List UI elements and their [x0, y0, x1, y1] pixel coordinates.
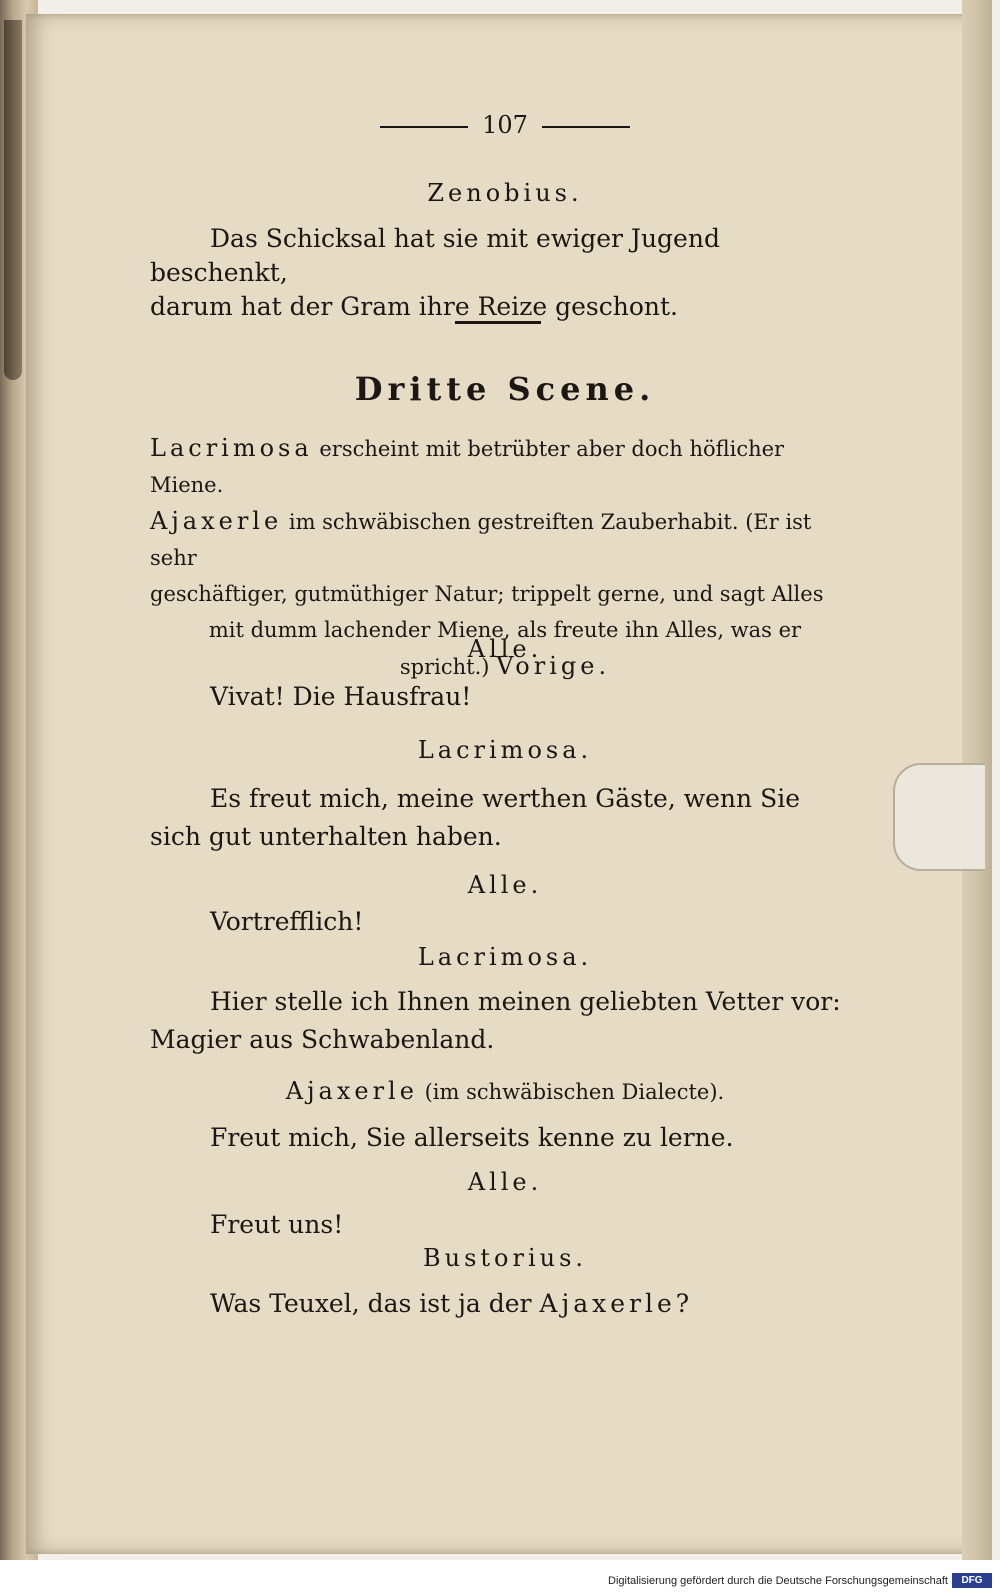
dialogue-line: Freut uns!	[210, 1210, 344, 1239]
page-clip-tab	[893, 763, 985, 871]
header-rule-right	[542, 126, 630, 128]
dialogue-text: darum hat der Gram ihre Reize geschont.	[150, 292, 678, 321]
dialogue-line: Freut mich, Sie allerseits kenne zu lerne.	[210, 1123, 734, 1152]
stage-text: mit dumm lachender Miene, als freute ihn Alles, was er	[208, 618, 802, 642]
footer-credit: Digitalisierung gefördert durch die Deutsche Forschungsgemeinschaft	[608, 1575, 948, 1587]
character-name: Lacrimosa	[150, 434, 313, 462]
dialogue-text: sich gut unterhalten haben.	[150, 822, 502, 851]
page-number-header	[150, 108, 860, 142]
speaker-lacrimosa: Lacrimosa.	[417, 736, 593, 764]
speaker-lacrimosa: Lacrimosa.	[417, 943, 593, 971]
character-name: Ajaxerle?	[539, 1289, 694, 1318]
character-name: Ajaxerle	[285, 1077, 418, 1105]
book-edge	[4, 20, 22, 380]
stage-line	[150, 430, 860, 503]
header-rule-left	[380, 126, 468, 128]
scene-title: Dritte Scene.	[354, 370, 656, 408]
dialogue-line: Vivat! Die Hausfrau!	[210, 682, 472, 711]
dialogue-text: Das Schicksal hat sie mit ewiger Jugend beschenkt,	[150, 224, 720, 287]
stage-text: im schwäbischen gestreiften Zauberhabit. (Er ist sehr	[150, 510, 812, 570]
section-divider	[455, 321, 541, 324]
stage-text: geschäftiger, gutmüthiger Natur; trippelt gerne, und sagt Alles	[150, 582, 824, 606]
speaker-bustorius: Bustorius.	[422, 1244, 588, 1272]
dialogue-text: Magier aus Schwabenland.	[150, 1025, 495, 1054]
page-number: 107	[482, 111, 528, 139]
speaker-alle: Alle.	[467, 635, 543, 663]
dialogue-text: Es freut mich, meine werthen Gäste, wenn Sie	[210, 784, 800, 813]
character-name: Vorige.	[496, 652, 611, 680]
speaker-ajaxerle	[150, 1074, 860, 1109]
speaker-alle: Alle.	[467, 1168, 543, 1196]
dialogue-line: Vortrefflich!	[210, 907, 364, 936]
dialogue-line	[150, 1287, 860, 1321]
dfg-logo: DFG	[952, 1573, 992, 1588]
dialogue-line	[150, 983, 860, 1059]
stage-line	[150, 503, 860, 576]
dialogue-line	[150, 780, 860, 856]
speaker-alle: Alle.	[467, 871, 543, 899]
stage-text: erscheint mit betrübter aber doch höflicher Miene.	[150, 437, 785, 497]
speaker-zenobius: Zenobius.	[427, 179, 583, 207]
stage-text: spricht.)	[399, 655, 497, 679]
dialogue-text: Was Teuxel, das ist ja der	[210, 1289, 540, 1318]
character-name: Ajaxerle	[150, 507, 283, 535]
stage-text: (im schwäbischen Dialecte).	[417, 1080, 725, 1104]
dialogue-text: Hier stelle ich Ihnen meinen geliebten Vetter vor:	[210, 987, 841, 1016]
dialogue-line	[150, 222, 860, 324]
